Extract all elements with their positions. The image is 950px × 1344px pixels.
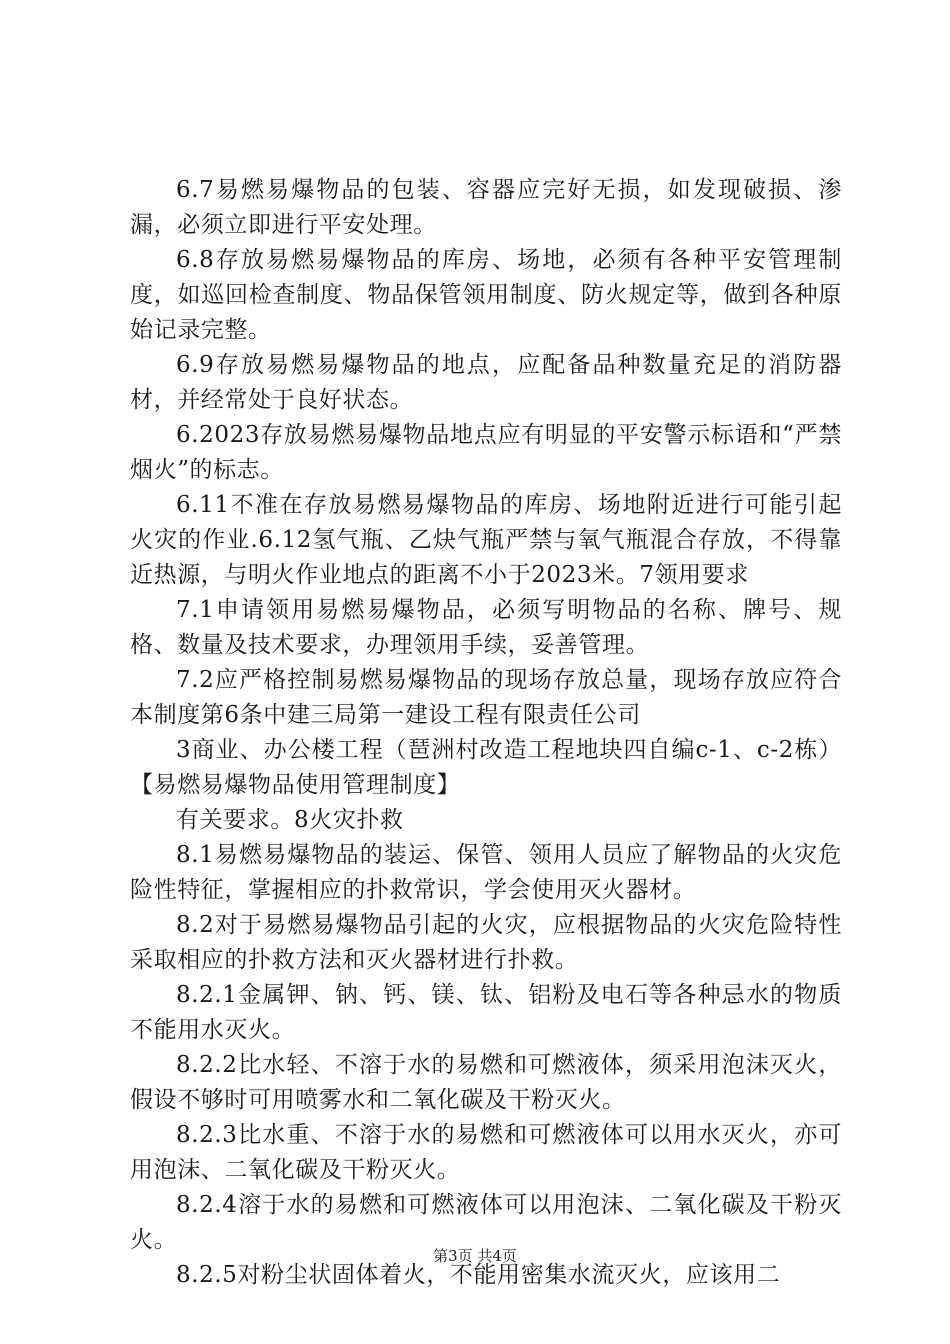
paragraph: 8.2.3比水重、不溶于水的易燃和可燃液体可以用水灭火，亦可用泡沫、二氧化碳及干粉灭火。 (130, 1122, 842, 1183)
page-number-footer: 第3页 共4页 (433, 1247, 517, 1265)
paragraph: 6.7易燃易爆物品的包装、容器应完好无损，如发现破损、渗漏，必须立即进行平安处理。 (130, 177, 842, 238)
paragraph: 6.9存放易燃易爆物品的地点，应配备品种数量充足的消防器材，并经常处于良好状态。 (130, 352, 842, 413)
paragraph: 8.2.4溶于水的易燃和可燃液体可以用泡沫、二氧化碳及干粉灭火。 (130, 1192, 842, 1253)
paragraph: 8.2.5对粉尘状固体着火，不能用密集水流灭火，应该用二 (176, 1262, 781, 1288)
paragraph: 7.1申请领用易燃易爆物品，必须写明物品的名称、牌号、规格、数量及技术要求，办理领用手续，妥善管理。 (130, 597, 842, 658)
paragraph: 有关要求。8火灾扑救 (176, 807, 404, 833)
paragraph: 8.2.2比水轻、不溶于水的易燃和可燃液体，须采用泡沫灭火，假设不够时可用喷雾水和二氧化碳及干粉灭火。 (130, 1052, 842, 1113)
document-body (130, 173, 842, 1293)
paragraph: 6.8存放易燃易爆物品的库房、场地，必须有各种平安管理制度，如巡回检查制度、物品保管领用制度、防火规定等，做到各种原始记录完整。 (130, 247, 842, 343)
paragraph: 8.2.1金属钾、钠、钙、镁、钛、铝粉及电石等各种忌水的物质不能用水灭火。 (130, 982, 842, 1043)
paragraph: 7.2应严格控制易燃易爆物品的现场存放总量，现场存放应符合本制度第6条中建三局第一建设工程有限责任公司 (130, 667, 842, 728)
paragraph: 6.2023存放易燃易爆物品地点应有明显的平安警示标语和“严禁烟火”的标志。 (130, 422, 842, 483)
paragraph: 8.1易燃易爆物品的装运、保管、领用人员应了解物品的火灾危险性特征，掌握相应的扑救常识，学会使用灭火器材。 (130, 842, 842, 903)
paragraph: 8.2对于易燃易爆物品引起的火灾，应根据物品的火灾危险特性采取相应的扑救方法和灭火器材进行扑救。 (130, 912, 842, 973)
paragraph: 3商业、办公楼工程（琶洲村改造工程地块四自编c-1、c-2栋）【易燃易爆物品使用管理制度】 (130, 737, 842, 798)
paragraph: 6.11不准在存放易燃易爆物品的库房、场地附近进行可能引起火灾的作业.6.12氢气瓶、乙炔气瓶严禁与氧气瓶混合存放，不得靠近热源，与明火作业地点的距离不小于2023米。7领用要求 (130, 492, 842, 588)
